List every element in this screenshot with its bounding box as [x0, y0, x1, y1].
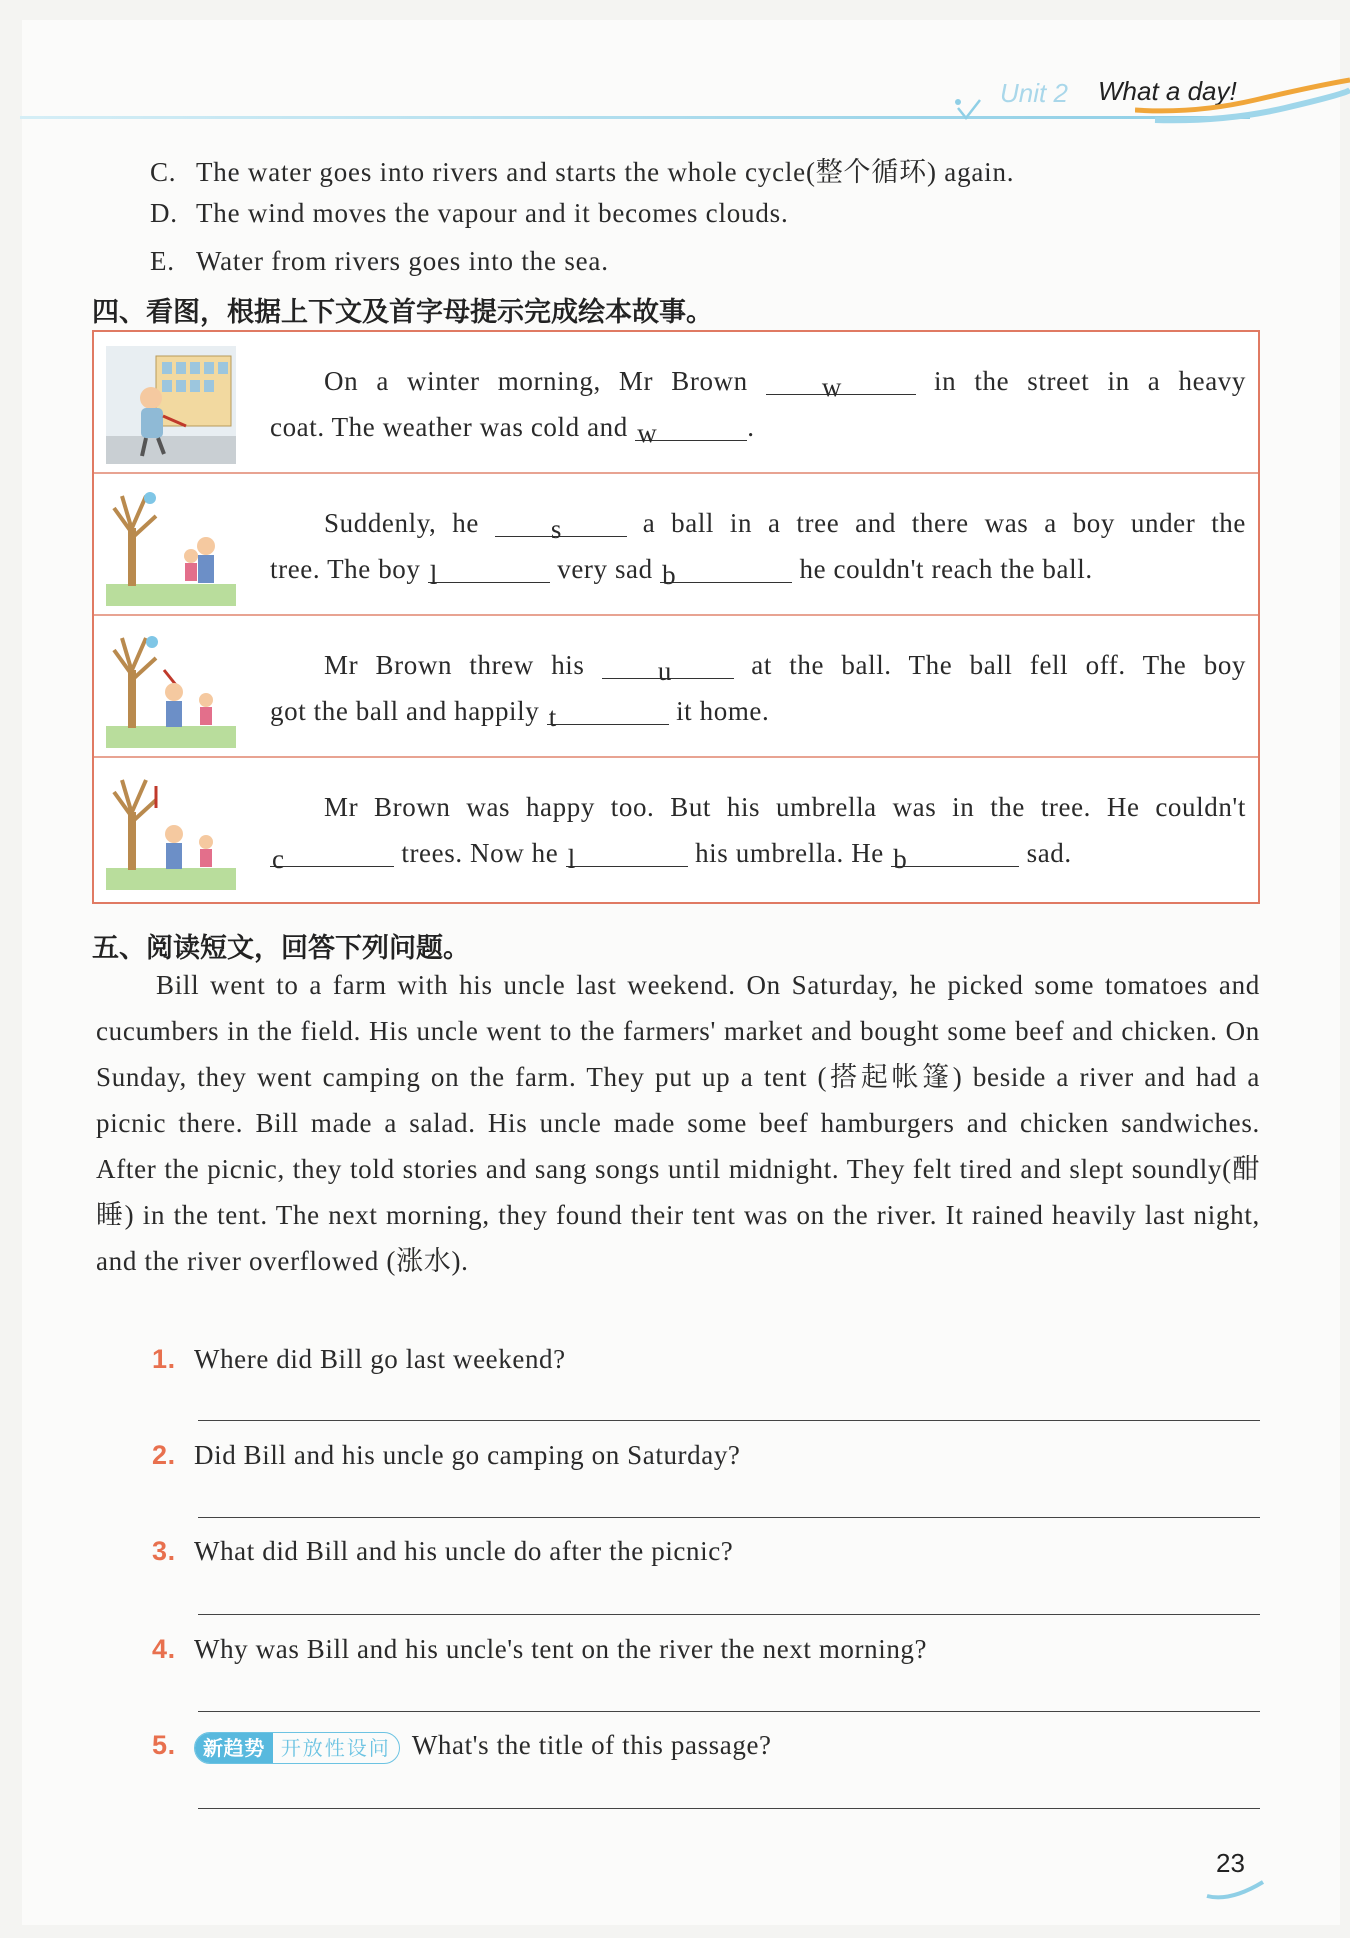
answer-blank[interactable]: l: [566, 836, 688, 867]
umbrella-throw-illustration: [106, 630, 236, 748]
section-4-heading: 四、看图，根据上下文及首字母提示完成绘本故事。: [92, 297, 713, 328]
section-5-heading: 五、阅读短文，回答下列问题。: [92, 933, 470, 964]
story-row-4: [94, 758, 1258, 900]
option-e: E. Water from rivers goes into the sea.: [150, 246, 609, 276]
story-text-3: Mr Brown threw his u at the ball. The ball fell off. The boy got the ball and happily t it home.: [270, 650, 1247, 732]
answer-blank[interactable]: w: [766, 364, 916, 395]
man-in-snow-illustration: [106, 346, 236, 464]
unit-title: What a day!: [1098, 76, 1237, 106]
unit-label: Unit 2: [1000, 78, 1068, 108]
option-d: D. The wind moves the vapour and it becomes clouds.: [150, 198, 789, 228]
story-text-1: On a winter morning, Mr Brown w in the street in a heavy coat. The weather was cold and w .: [270, 366, 1246, 448]
answer-blank[interactable]: b: [891, 836, 1019, 867]
story-row-2: [94, 474, 1258, 616]
answer-blank[interactable]: t: [547, 694, 669, 725]
check-mark-icon: [952, 96, 982, 120]
story-row-1: [94, 332, 1258, 474]
answer-blank[interactable]: u: [602, 648, 734, 679]
story-text-2: Suddenly, he s a ball in a tree and there was a boy under the tree. The boy l very sad b he couldn't reach the ball.: [270, 508, 1246, 590]
story-text-4: Mr Brown was happy too. But his umbrella was in the tree. He couldn't c trees. Now he l his umbrella. He b sad.: [272, 792, 1246, 874]
answer-line-5[interactable]: [198, 1808, 1260, 1809]
page-number-wave-icon: [1205, 1878, 1265, 1902]
question-4: 4. Why was Bill and his uncle's tent on the river the next morning?: [152, 1634, 928, 1664]
answer-line-4[interactable]: [198, 1711, 1260, 1712]
ball-in-tree-illustration: [106, 488, 236, 606]
answer-line-2[interactable]: [198, 1517, 1260, 1518]
answer-blank[interactable]: l: [428, 552, 550, 583]
answer-blank[interactable]: w: [635, 410, 747, 441]
open-question-tag: 新趋势 开放性设问: [194, 1732, 400, 1764]
question-3: 3. What did Bill and his uncle do after the picnic?: [152, 1536, 734, 1566]
header-rule: [20, 116, 1250, 119]
answer-blank[interactable]: c: [270, 836, 394, 867]
umbrella-in-tree-illustration: [106, 772, 236, 890]
answer-line-3[interactable]: [198, 1614, 1260, 1615]
answer-blank[interactable]: b: [660, 552, 792, 583]
question-1: 1. Where did Bill go last weekend?: [152, 1344, 566, 1374]
picture-story-table: [92, 330, 1260, 904]
question-5: 5. 新趋势 开放性设问 What's the title of this passage?: [152, 1730, 772, 1764]
answer-line-1[interactable]: [198, 1420, 1260, 1421]
option-c: C. The water goes into rivers and starts the whole cycle(整个循环) again.: [150, 157, 1015, 187]
story-row-3: [94, 616, 1258, 758]
reading-passage: Bill went to a farm with his uncle last weekend. On Saturday, he picked some tomatoes and cucumbers in the field. His uncle went to the farmers' market and bought some beef and chicken. On Sunday, they went camping on the farm. They put up a tent (搭起帐篷) beside a river and had a picnic there. Bill made a salad. His uncle made some beef hamburgers and chicken sandwiches. After the picnic, they told stories and sang songs until midnight. They felt tired and slept soundly(酣睡) in the tent. The next morning, they found their tent was on the river. It rained heavily last night, and the river overflowed (涨水).: [96, 970, 1260, 1276]
answer-blank[interactable]: s: [495, 506, 627, 537]
header-wave-icon: [1135, 70, 1350, 125]
page-number: 23: [1216, 1848, 1245, 1878]
question-2: 2. Did Bill and his uncle go camping on Saturday?: [152, 1440, 741, 1470]
